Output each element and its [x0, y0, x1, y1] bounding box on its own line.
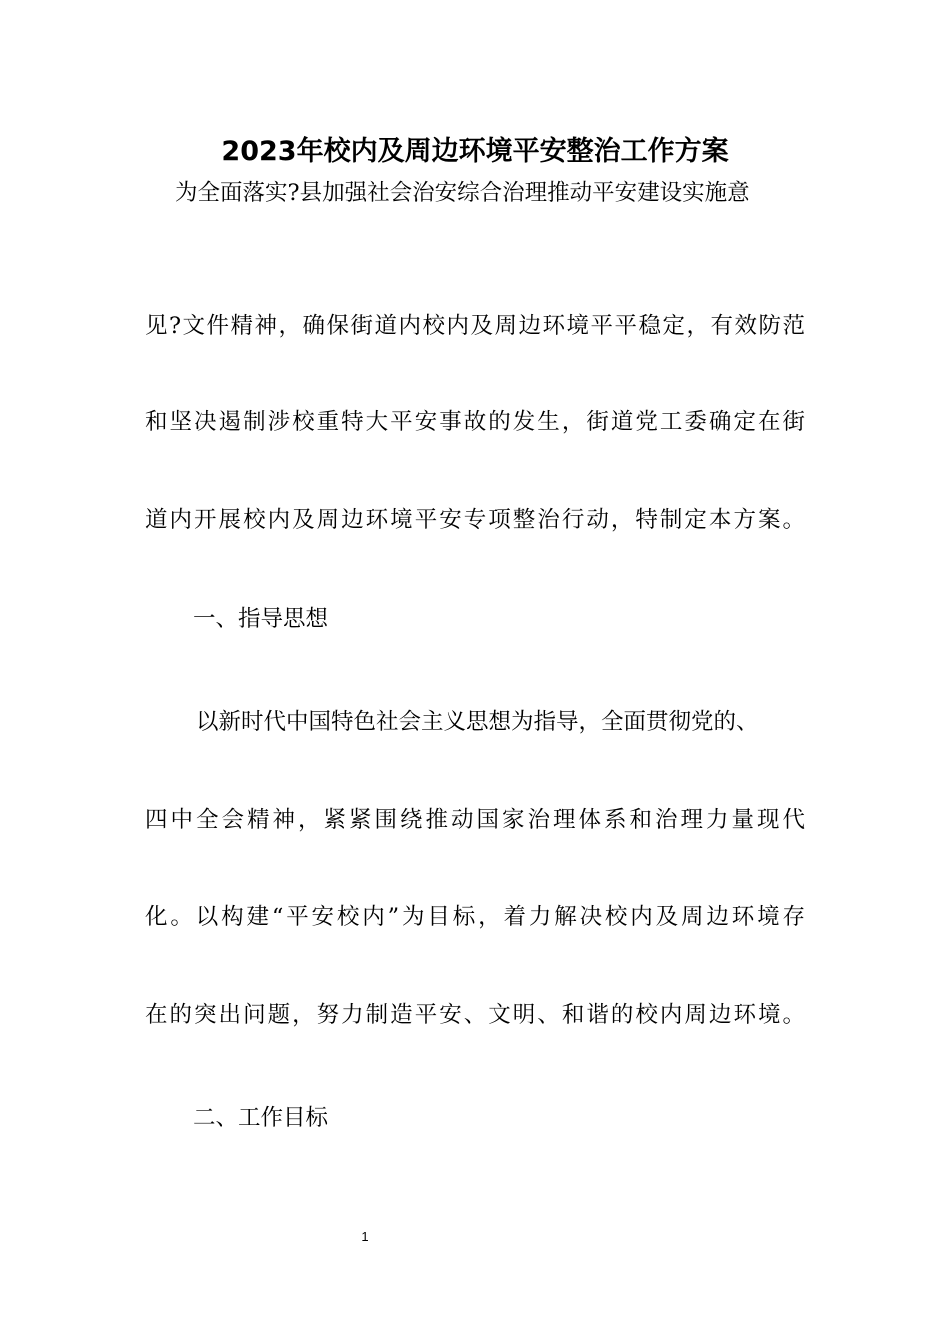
- section1-line-3: 化。以构建“平安校内”为目标，着力解决校内及周边环境存: [145, 904, 805, 930]
- section1-line-2: 四中全会精神，紧紧围绕推动国家治理体系和治理力量现代: [145, 807, 805, 833]
- intro-line-2: 见?文件精神，确保街道内校内及周边环境平平稳定，有效防范: [145, 313, 805, 339]
- page-number: 1: [361, 1229, 369, 1244]
- intro-line-1: 为全面落实?县加强社会治安综合治理推动平安建设实施意: [175, 180, 750, 206]
- section-heading-work-goals: 二、工作目标: [193, 1105, 329, 1131]
- section-heading-guiding-thought: 一、指导思想: [193, 606, 329, 632]
- intro-line-4: 道内开展校内及周边环境平安专项整治行动，特制定本方案。: [145, 507, 805, 533]
- section1-line-4: 在的突出问题，努力制造平安、文明、和谐的校内周边环境。: [145, 1002, 805, 1028]
- section1-line-1: 以新时代中国特色社会主义思想为指导，全面贯彻党的、: [196, 709, 759, 735]
- intro-line-3: 和坚决遏制涉校重特大平安事故的发生，街道党工委确定在街: [145, 409, 805, 435]
- document-title: 2023年校内及周边环境平安整治工作方案: [221, 136, 729, 167]
